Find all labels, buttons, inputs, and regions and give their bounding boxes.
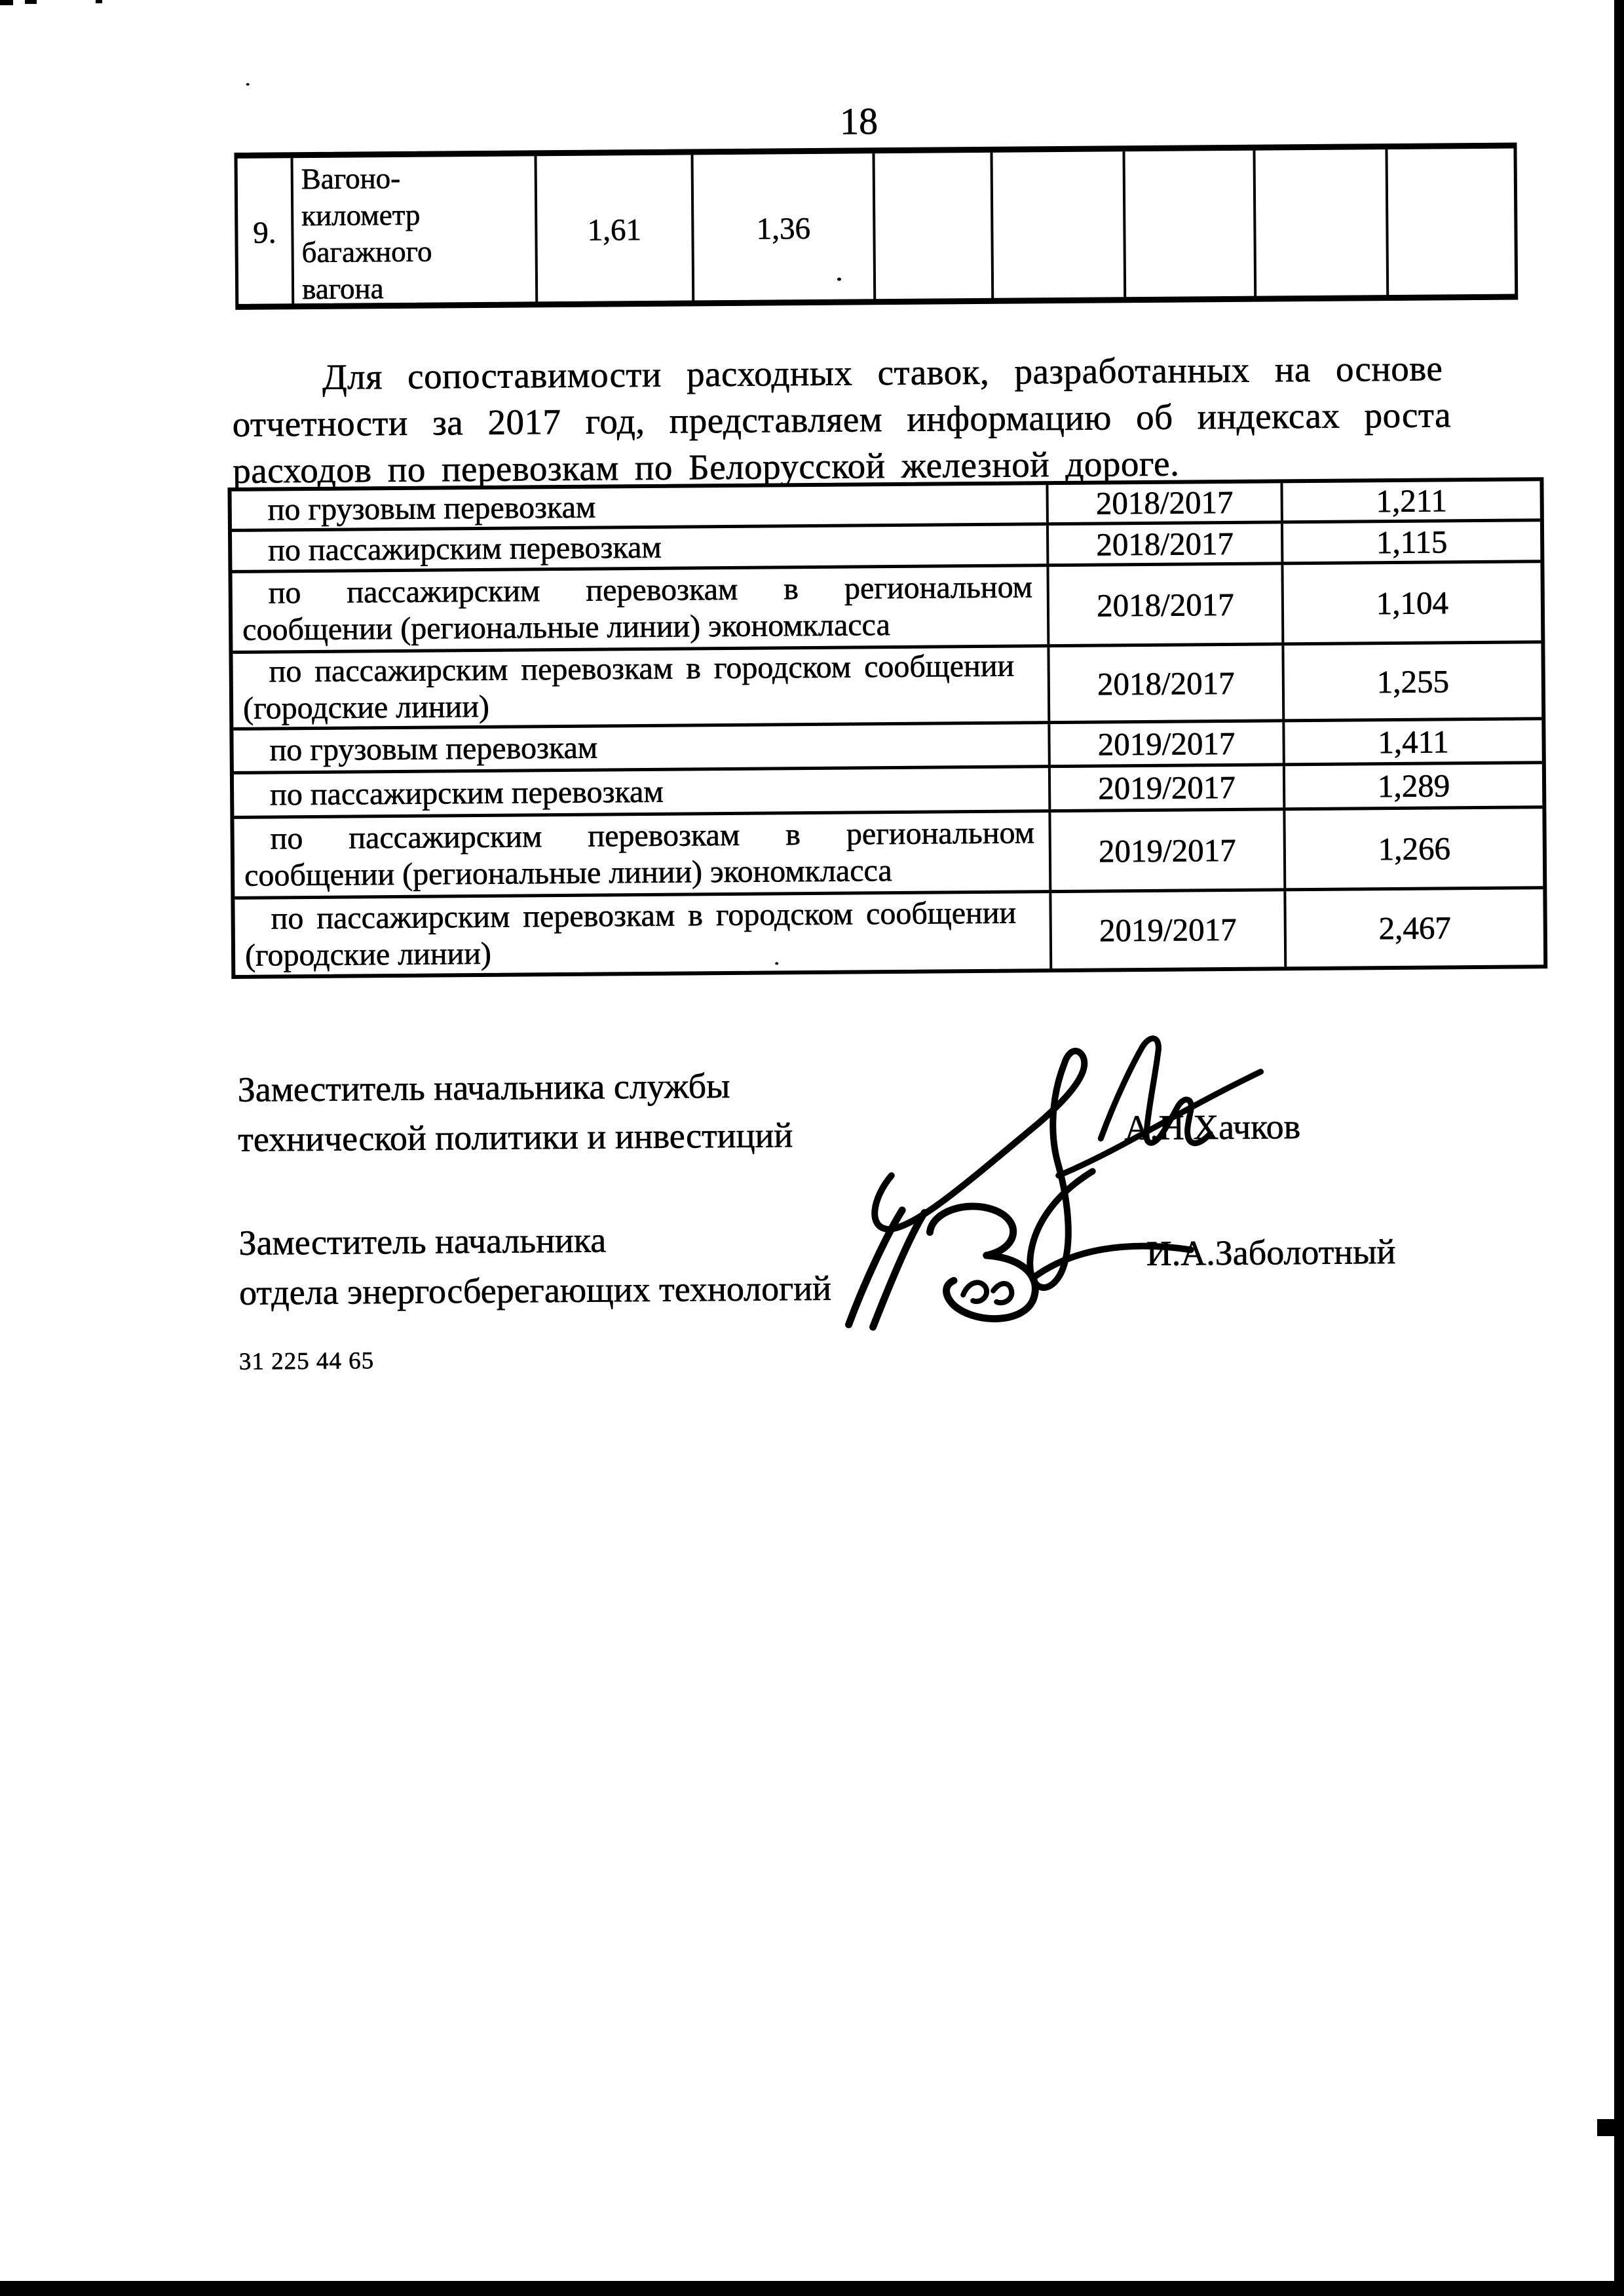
empty-cell — [990, 151, 1124, 302]
value-cell: 1,266 — [1283, 809, 1543, 888]
title-line: Заместитель начальника — [238, 1220, 607, 1263]
signatory-title-1 — [237, 1060, 793, 1164]
label-cell — [232, 567, 1047, 651]
period-cell: 2018/2017 — [1046, 565, 1281, 644]
rate-value-cell: 1,36 — [690, 153, 873, 304]
table-row — [235, 886, 1543, 975]
label-line: сообщении (региональные линии) экономкласса — [244, 853, 892, 893]
label-cell — [232, 485, 1046, 529]
label-line: по пассажирским перевозкам в региональном — [270, 815, 1035, 856]
label-line: сообщении (региональные линии) экономкласса — [242, 607, 890, 647]
value-cell: 1,104 — [1281, 563, 1541, 642]
scan-corner-mark — [96, 0, 102, 3]
label-line: (городские линии) — [244, 936, 492, 973]
period-cell: 2018/2017 — [1047, 645, 1282, 721]
empty-cell — [1122, 151, 1254, 301]
scan-speck — [837, 278, 841, 281]
title-line: технической политики и инвестиций — [238, 1115, 793, 1159]
intro-paragraph — [232, 344, 1550, 494]
table-row — [234, 805, 1543, 896]
rate-value-cell: 1,61 — [535, 155, 692, 305]
item-line: километр — [301, 198, 421, 233]
value-cell: 1,211 — [1280, 481, 1539, 520]
scan-corner-mark — [25, 0, 37, 4]
label-line: по пассажирским перевозкам в городском сообщении — [271, 895, 1017, 936]
signatory-name-2: И.А.Заболотный — [1146, 1232, 1396, 1274]
paragraph-line: расходов по перевозкам по Белорусской железной дороге. — [233, 443, 1180, 491]
growth-index-table — [227, 477, 1547, 979]
period-cell: 2019/2017 — [1048, 766, 1283, 809]
label-line: по пассажирским перевозкам — [268, 529, 662, 568]
scan-speck — [775, 962, 778, 965]
page-number: 18 — [839, 100, 878, 143]
empty-cell — [1385, 149, 1515, 299]
item-line: багажного — [301, 235, 432, 269]
label-cell — [234, 813, 1049, 896]
title-line: Заместитель начальника службы — [237, 1065, 730, 1109]
phone-number: 31 225 44 65 — [238, 1347, 375, 1375]
row-number-cell: 9. — [253, 216, 276, 250]
scan-edge-bottom — [0, 2281, 1624, 2296]
period-cell: 2019/2017 — [1048, 722, 1282, 765]
scan-edge-right — [1614, 0, 1624, 2296]
value-cell: 1,289 — [1283, 764, 1542, 807]
table-row — [233, 640, 1541, 727]
label-line: по пассажирским перевозкам в городском сообщении — [269, 648, 1015, 689]
scan-speck — [246, 83, 250, 86]
table-row — [232, 560, 1541, 651]
period-cell: 2019/2017 — [1048, 811, 1283, 890]
label-cell — [233, 724, 1048, 771]
value-cell: 2,467 — [1283, 889, 1543, 966]
item-line: Вагоно- — [301, 161, 401, 196]
label-cell — [233, 647, 1048, 727]
period-cell: 2018/2017 — [1046, 483, 1280, 522]
period-cell: 2019/2017 — [1049, 891, 1284, 968]
value-cell: 1,411 — [1282, 720, 1541, 763]
item-line: вагона — [301, 272, 384, 306]
paragraph-line: отчетности за 2017 год, представляем информацию об индексах роста — [232, 394, 1452, 444]
label-line: (городские линии) — [242, 689, 490, 726]
item-name-cell — [291, 156, 536, 307]
label-line: по пассажирским перевозкам в региональном — [268, 569, 1033, 611]
label-cell — [235, 893, 1049, 975]
scan-edge-nub — [1597, 2119, 1615, 2136]
label-line: по пассажирским перевозкам — [269, 774, 664, 812]
paragraph-line: Для сопоставимости расходных ставок, разработанных на основе — [322, 348, 1443, 397]
expense-rates-table — [234, 143, 1518, 310]
scan-corner-mark — [0, 0, 13, 5]
label-cell — [234, 768, 1048, 816]
empty-cell — [872, 153, 991, 303]
signatory-title-2 — [238, 1214, 831, 1318]
value-cell: 1,115 — [1281, 522, 1540, 562]
label-line: по грузовым перевозкам — [267, 489, 596, 527]
label-cell — [232, 526, 1046, 570]
signatory-name-1: А.Н.Хачков — [1124, 1107, 1301, 1148]
value-cell: 1,255 — [1281, 643, 1541, 719]
title-line: отдела энергосберегающих технологий — [238, 1268, 832, 1312]
label-line: по грузовым перевозкам — [269, 730, 598, 768]
period-cell: 2018/2017 — [1046, 524, 1281, 564]
empty-cell — [1253, 149, 1386, 300]
